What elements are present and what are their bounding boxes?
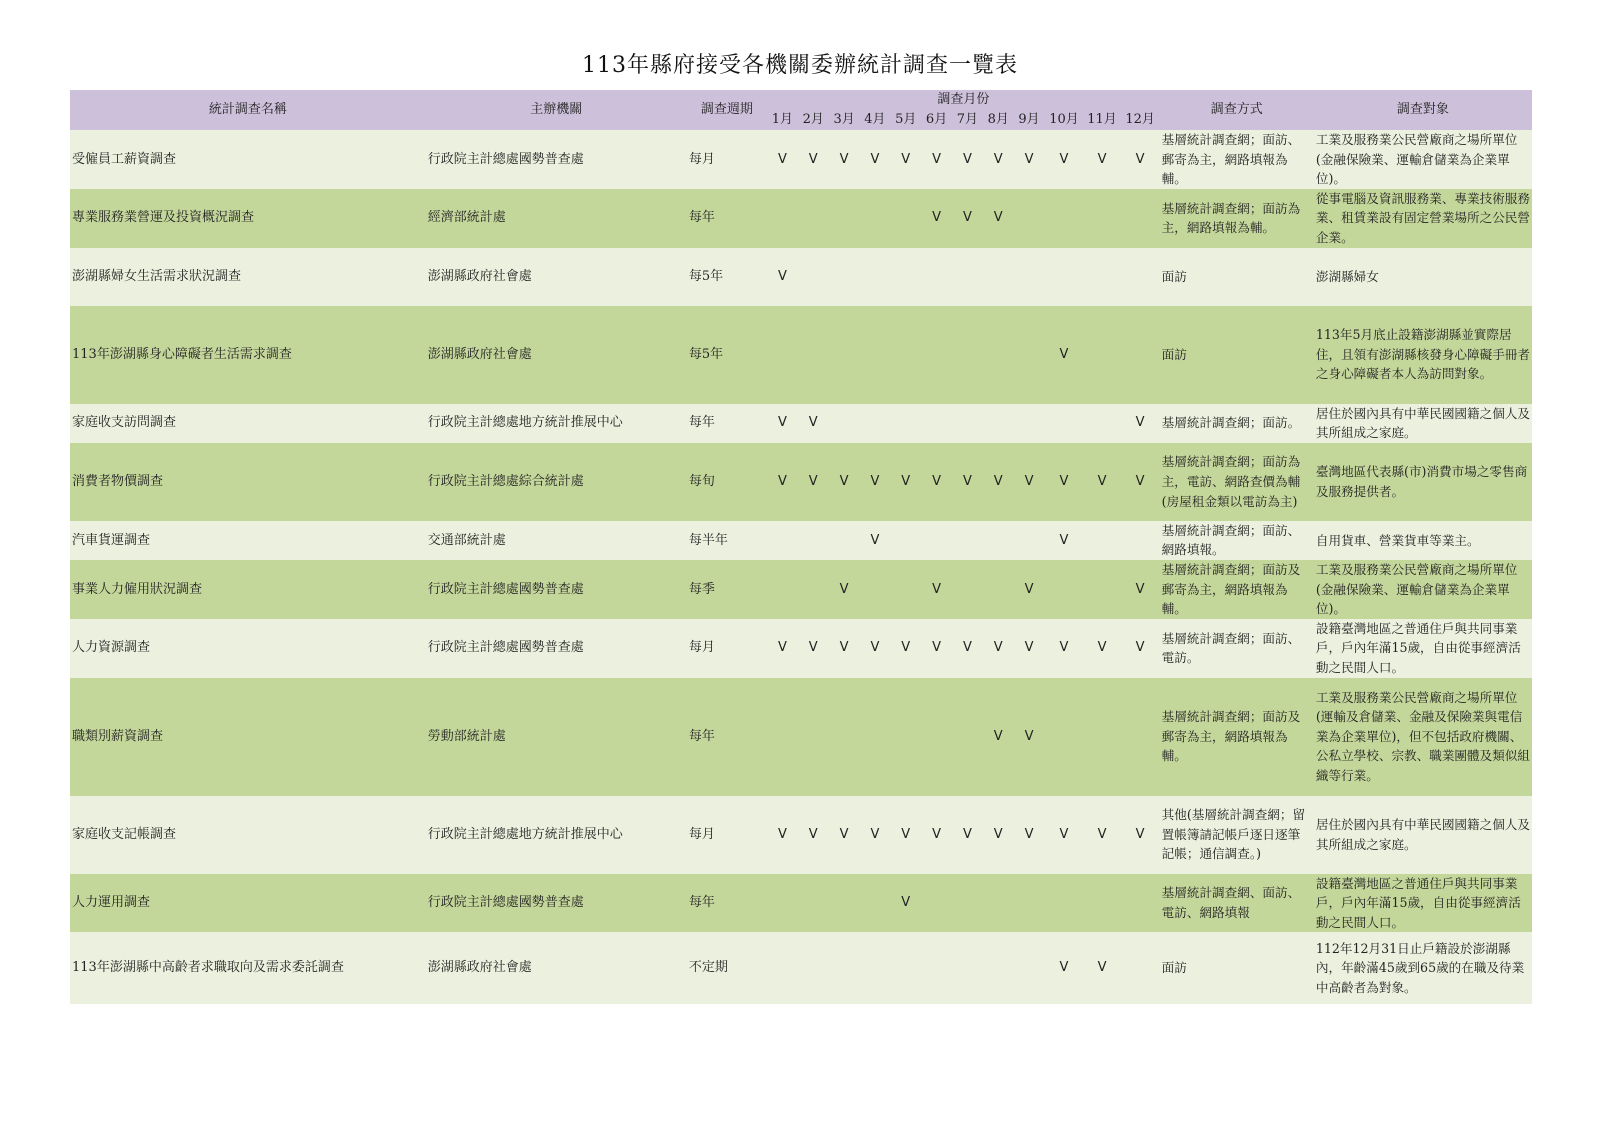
agency-cell: 行政院主計總處國勢普查處 <box>426 619 687 678</box>
month-check-cell <box>921 521 952 560</box>
month-check-cell: V <box>860 521 891 560</box>
header-month: 2月 <box>798 110 829 130</box>
month-check-cell <box>921 306 952 404</box>
target-cell: 工業及服務業公民營廠商之場所單位(金融保險業、運輸倉儲業為企業單位)。 <box>1314 560 1532 619</box>
month-check-cell <box>952 932 983 1004</box>
month-check-cell <box>952 521 983 560</box>
target-cell: 居住於國內具有中華民國國籍之個人及其所組成之家庭。 <box>1314 404 1532 443</box>
month-check-cell <box>1014 306 1045 404</box>
month-check-cell: V <box>1014 560 1045 619</box>
month-check-cell: V <box>890 443 921 521</box>
month-check-cell: V <box>952 130 983 189</box>
month-check-cell <box>983 932 1014 1004</box>
month-check-cell <box>1044 874 1083 933</box>
month-check-cell <box>1014 189 1045 248</box>
month-check-cell: V <box>1044 306 1083 404</box>
header-month: 4月 <box>860 110 891 130</box>
target-cell: 居住於國內具有中華民國國籍之個人及其所組成之家庭。 <box>1314 796 1532 874</box>
month-check-cell <box>798 521 829 560</box>
table-row <box>70 619 1532 678</box>
month-check-cell <box>1121 932 1160 1004</box>
month-check-cell <box>860 932 891 1004</box>
month-check-cell <box>860 248 891 306</box>
month-check-cell: V <box>798 796 829 874</box>
month-check-cell: V <box>983 678 1014 796</box>
month-check-cell: V <box>1084 796 1121 874</box>
header-month: 5月 <box>890 110 921 130</box>
month-check-cell <box>890 189 921 248</box>
month-check-cell <box>767 560 798 619</box>
agency-cell: 行政院主計總處地方統計推展中心 <box>426 404 687 443</box>
month-check-cell <box>798 560 829 619</box>
month-check-cell: V <box>1084 130 1121 189</box>
month-check-cell: V <box>983 130 1014 189</box>
header-month: 6月 <box>921 110 952 130</box>
month-check-cell: V <box>767 796 798 874</box>
month-check-cell <box>890 932 921 1004</box>
month-check-cell: V <box>890 874 921 933</box>
month-check-cell: V <box>1044 443 1083 521</box>
month-check-cell: V <box>983 443 1014 521</box>
page-title: 113年縣府接受各機關委辦統計調查一覽表 <box>582 53 1018 78</box>
month-check-cell: V <box>1121 619 1160 678</box>
period-cell: 每旬 <box>687 443 767 521</box>
month-check-cell: V <box>1121 404 1160 443</box>
table-row <box>70 130 1532 189</box>
header-month: 12月 <box>1121 110 1160 130</box>
month-check-cell: V <box>860 130 891 189</box>
survey-name-cell: 事業人力僱用狀況調查 <box>70 560 426 619</box>
month-check-cell <box>1121 189 1160 248</box>
month-check-cell: V <box>860 619 891 678</box>
month-check-cell: V <box>983 796 1014 874</box>
agency-cell: 行政院主計總處國勢普查處 <box>426 874 687 933</box>
period-cell: 每5年 <box>687 306 767 404</box>
month-check-cell <box>952 678 983 796</box>
month-check-cell <box>1084 521 1121 560</box>
month-check-cell: V <box>890 796 921 874</box>
agency-cell: 行政院主計總處國勢普查處 <box>426 130 687 189</box>
month-check-cell: V <box>1121 130 1160 189</box>
month-check-cell <box>798 248 829 306</box>
survey-name-cell: 汽車貨運調查 <box>70 521 426 560</box>
month-check-cell <box>829 678 860 796</box>
table-row <box>70 521 1532 560</box>
month-check-cell <box>1014 248 1045 306</box>
period-cell: 每5年 <box>687 248 767 306</box>
survey-name-cell: 職類別薪資調查 <box>70 678 426 796</box>
month-check-cell <box>1084 189 1121 248</box>
period-cell: 每半年 <box>687 521 767 560</box>
month-check-cell <box>860 189 891 248</box>
month-check-cell <box>952 560 983 619</box>
month-check-cell <box>983 560 1014 619</box>
month-check-cell <box>798 189 829 248</box>
header-month: 11月 <box>1084 110 1121 130</box>
month-check-cell: V <box>798 443 829 521</box>
period-cell: 每季 <box>687 560 767 619</box>
month-check-cell <box>983 248 1014 306</box>
method-cell: 基層統計調查網；面訪。 <box>1160 404 1314 443</box>
month-check-cell <box>1044 189 1083 248</box>
agency-cell: 澎湖縣政府社會處 <box>426 306 687 404</box>
target-cell: 113年5月底止設籍澎湖縣並實際居住，且領有澎湖縣核發身心障礙手冊者之身心障礙者本人為訪問對象。 <box>1314 306 1532 404</box>
month-check-cell: V <box>1044 796 1083 874</box>
header-months-group: 調查月份 <box>767 90 1160 110</box>
month-check-cell: V <box>890 130 921 189</box>
survey-name-cell: 澎湖縣婦女生活需求狀況調查 <box>70 248 426 306</box>
table-row <box>70 248 1532 306</box>
header-month: 1月 <box>767 110 798 130</box>
method-cell: 基層統計調查網、面訪、電訪、網路填報 <box>1160 874 1314 933</box>
period-cell: 每年 <box>687 874 767 933</box>
month-check-cell <box>1121 248 1160 306</box>
month-check-cell <box>767 521 798 560</box>
month-check-cell: V <box>1044 932 1083 1004</box>
month-check-cell: V <box>1014 443 1045 521</box>
period-cell: 每月 <box>687 619 767 678</box>
target-cell: 自用貨車、營業貨車等業主。 <box>1314 521 1532 560</box>
month-check-cell: V <box>798 619 829 678</box>
header-target: 調查對象 <box>1314 90 1532 130</box>
month-check-cell <box>952 306 983 404</box>
month-check-cell <box>767 678 798 796</box>
month-check-cell: V <box>860 443 891 521</box>
month-check-cell <box>829 248 860 306</box>
month-check-cell <box>1044 560 1083 619</box>
month-check-cell <box>798 306 829 404</box>
month-check-cell: V <box>890 619 921 678</box>
month-check-cell <box>860 306 891 404</box>
table-row <box>70 874 1532 933</box>
month-check-cell <box>1014 521 1045 560</box>
month-check-cell: V <box>921 443 952 521</box>
month-check-cell: V <box>921 189 952 248</box>
month-check-cell: V <box>952 796 983 874</box>
table-body <box>70 130 1532 1004</box>
month-check-cell <box>767 932 798 1004</box>
month-check-cell <box>1084 404 1121 443</box>
month-check-cell <box>983 404 1014 443</box>
method-cell: 基層統計調查網；面訪、郵寄為主，網路填報為輔。 <box>1160 130 1314 189</box>
month-check-cell: V <box>767 248 798 306</box>
header-month: 3月 <box>829 110 860 130</box>
agency-cell: 行政院主計總處綜合統計處 <box>426 443 687 521</box>
month-check-cell <box>952 248 983 306</box>
header-period: 調查週期 <box>687 90 767 130</box>
month-check-cell <box>921 404 952 443</box>
month-check-cell <box>1084 306 1121 404</box>
month-check-cell: V <box>1084 443 1121 521</box>
month-check-cell: V <box>1044 130 1083 189</box>
month-check-cell <box>1084 248 1121 306</box>
month-check-cell: V <box>1084 932 1121 1004</box>
month-check-cell <box>890 404 921 443</box>
month-check-cell <box>890 248 921 306</box>
survey-name-cell: 家庭收支記帳調查 <box>70 796 426 874</box>
agency-cell: 交通部統計處 <box>426 521 687 560</box>
month-check-cell <box>1121 306 1160 404</box>
header-month: 8月 <box>983 110 1014 130</box>
month-check-cell <box>798 874 829 933</box>
month-check-cell <box>829 404 860 443</box>
target-cell: 工業及服務業公民營廠商之場所單位(運輸及倉儲業、金融及保險業與電信業為企業單位)，但不包括政府機關、公私立學校、宗教、職業團體及類似組織等行業。 <box>1314 678 1532 796</box>
month-check-cell: V <box>1121 560 1160 619</box>
month-check-cell: V <box>1014 678 1045 796</box>
month-check-cell: V <box>952 443 983 521</box>
month-check-cell: V <box>983 619 1014 678</box>
month-check-cell: V <box>1121 443 1160 521</box>
month-check-cell <box>921 678 952 796</box>
month-check-cell <box>1044 248 1083 306</box>
month-check-cell <box>798 678 829 796</box>
header-month: 9月 <box>1014 110 1045 130</box>
agency-cell: 澎湖縣政府社會處 <box>426 932 687 1004</box>
survey-name-cell: 113年澎湖縣身心障礙者生活需求調查 <box>70 306 426 404</box>
month-check-cell <box>1014 404 1045 443</box>
method-cell: 基層統計調查網；面訪及郵寄為主，網路填報為輔。 <box>1160 678 1314 796</box>
agency-cell: 行政院主計總處地方統計推展中心 <box>426 796 687 874</box>
period-cell: 不定期 <box>687 932 767 1004</box>
month-check-cell <box>890 678 921 796</box>
month-check-cell: V <box>860 796 891 874</box>
survey-name-cell: 受僱員工薪資調查 <box>70 130 426 189</box>
header-method: 調查方式 <box>1160 90 1314 130</box>
month-check-cell <box>952 404 983 443</box>
month-check-cell <box>798 932 829 1004</box>
month-check-cell: V <box>767 619 798 678</box>
method-cell: 其他(基層統計調查網；留置帳簿請記帳戶逐日逐筆記帳；通信調查。) <box>1160 796 1314 874</box>
month-check-cell <box>860 404 891 443</box>
month-check-cell <box>890 306 921 404</box>
survey-name-cell: 113年澎湖縣中高齡者求職取向及需求委託調查 <box>70 932 426 1004</box>
survey-name-cell: 專業服務業營運及投資概況調查 <box>70 189 426 248</box>
target-cell: 設籍臺灣地區之普通住戶與共同事業戶，戶內年滿15歲，自由從事經濟活動之民間人口。 <box>1314 619 1532 678</box>
month-check-cell: V <box>829 560 860 619</box>
month-check-cell: V <box>767 130 798 189</box>
target-cell: 從事電腦及資訊服務業、專業技術服務業、租賃業設有固定營業場所之公民營企業。 <box>1314 189 1532 248</box>
agency-cell: 經濟部統計處 <box>426 189 687 248</box>
survey-table <box>70 90 1532 1004</box>
header-month: 10月 <box>1044 110 1083 130</box>
period-cell: 每年 <box>687 404 767 443</box>
month-check-cell <box>829 306 860 404</box>
table-row <box>70 560 1532 619</box>
month-check-cell: V <box>829 796 860 874</box>
month-check-cell <box>1084 560 1121 619</box>
table-row <box>70 189 1532 248</box>
method-cell: 基層統計調查網；面訪為主，電訪、網路查價為輔(房屋租金類以電訪為主) <box>1160 443 1314 521</box>
month-check-cell: V <box>952 189 983 248</box>
survey-name-cell: 人力資源調查 <box>70 619 426 678</box>
month-check-cell <box>829 189 860 248</box>
period-cell: 每月 <box>687 796 767 874</box>
month-check-cell: V <box>798 130 829 189</box>
method-cell: 基層統計調查網；面訪為主，網路填報為輔。 <box>1160 189 1314 248</box>
table-row <box>70 796 1532 874</box>
table-row <box>70 932 1532 1004</box>
target-cell: 澎湖縣婦女 <box>1314 248 1532 306</box>
month-check-cell: V <box>952 619 983 678</box>
table-row <box>70 404 1532 443</box>
survey-name-cell: 人力運用調查 <box>70 874 426 933</box>
month-check-cell <box>890 560 921 619</box>
table-row <box>70 443 1532 521</box>
month-check-cell <box>1121 874 1160 933</box>
month-check-cell <box>1084 678 1121 796</box>
month-check-cell <box>860 678 891 796</box>
month-check-cell: V <box>921 796 952 874</box>
table-row <box>70 678 1532 796</box>
agency-cell: 澎湖縣政府社會處 <box>426 248 687 306</box>
month-check-cell <box>921 932 952 1004</box>
period-cell: 每月 <box>687 130 767 189</box>
month-check-cell <box>1121 521 1160 560</box>
month-check-cell: V <box>921 130 952 189</box>
method-cell: 面訪 <box>1160 932 1314 1004</box>
month-check-cell <box>860 874 891 933</box>
month-check-cell: V <box>1084 619 1121 678</box>
month-check-cell <box>983 521 1014 560</box>
survey-name-cell: 家庭收支訪問調查 <box>70 404 426 443</box>
month-check-cell: V <box>1121 796 1160 874</box>
header-month: 7月 <box>952 110 983 130</box>
method-cell: 面訪 <box>1160 306 1314 404</box>
method-cell: 基層統計調查網；面訪、電訪。 <box>1160 619 1314 678</box>
target-cell: 工業及服務業公民營廠商之場所單位(金融保險業、運輸倉儲業為企業單位)。 <box>1314 130 1532 189</box>
table-row <box>70 306 1532 404</box>
month-check-cell: V <box>829 443 860 521</box>
month-check-cell <box>983 874 1014 933</box>
method-cell: 基層統計調查網；面訪及郵寄為主，網路填報為輔。 <box>1160 560 1314 619</box>
header-name: 統計調查名稱 <box>70 90 426 130</box>
month-check-cell <box>1084 874 1121 933</box>
month-check-cell: V <box>1044 521 1083 560</box>
month-check-cell <box>921 248 952 306</box>
table-header <box>70 90 1532 130</box>
month-check-cell <box>767 189 798 248</box>
agency-cell: 勞動部統計處 <box>426 678 687 796</box>
period-cell: 每年 <box>687 189 767 248</box>
month-check-cell <box>983 306 1014 404</box>
month-check-cell: V <box>1014 796 1045 874</box>
month-check-cell <box>829 932 860 1004</box>
survey-name-cell: 消費者物價調查 <box>70 443 426 521</box>
month-check-cell: V <box>829 130 860 189</box>
month-check-cell: V <box>829 619 860 678</box>
month-check-cell: V <box>767 404 798 443</box>
month-check-cell <box>890 521 921 560</box>
month-check-cell <box>1014 874 1045 933</box>
month-check-cell: V <box>921 619 952 678</box>
month-check-cell: V <box>1014 619 1045 678</box>
month-check-cell <box>921 874 952 933</box>
month-check-cell <box>1121 678 1160 796</box>
month-check-cell <box>1044 678 1083 796</box>
month-check-cell: V <box>767 443 798 521</box>
target-cell: 設籍臺灣地區之普通住戶與共同事業戶，戶內年滿15歲，自由從事經濟活動之民間人口。 <box>1314 874 1532 933</box>
month-check-cell <box>767 874 798 933</box>
period-cell: 每年 <box>687 678 767 796</box>
method-cell: 基層統計調查網；面訪、網路填報。 <box>1160 521 1314 560</box>
month-check-cell <box>1044 404 1083 443</box>
month-check-cell <box>1014 932 1045 1004</box>
header-agency: 主辦機關 <box>426 90 687 130</box>
month-check-cell <box>860 560 891 619</box>
month-check-cell <box>952 874 983 933</box>
month-check-cell: V <box>798 404 829 443</box>
agency-cell: 行政院主計總處國勢普查處 <box>426 560 687 619</box>
month-check-cell <box>829 521 860 560</box>
month-check-cell: V <box>1014 130 1045 189</box>
target-cell: 臺灣地區代表縣(市)消費市場之零售商及服務提供者。 <box>1314 443 1532 521</box>
month-check-cell: V <box>921 560 952 619</box>
month-check-cell <box>829 874 860 933</box>
method-cell: 面訪 <box>1160 248 1314 306</box>
target-cell: 112年12月31日止戶籍設於澎湖縣內，年齡滿45歲到65歲的在職及待業中高齡者為對象。 <box>1314 932 1532 1004</box>
month-check-cell <box>767 306 798 404</box>
month-check-cell: V <box>1044 619 1083 678</box>
month-check-cell: V <box>983 189 1014 248</box>
